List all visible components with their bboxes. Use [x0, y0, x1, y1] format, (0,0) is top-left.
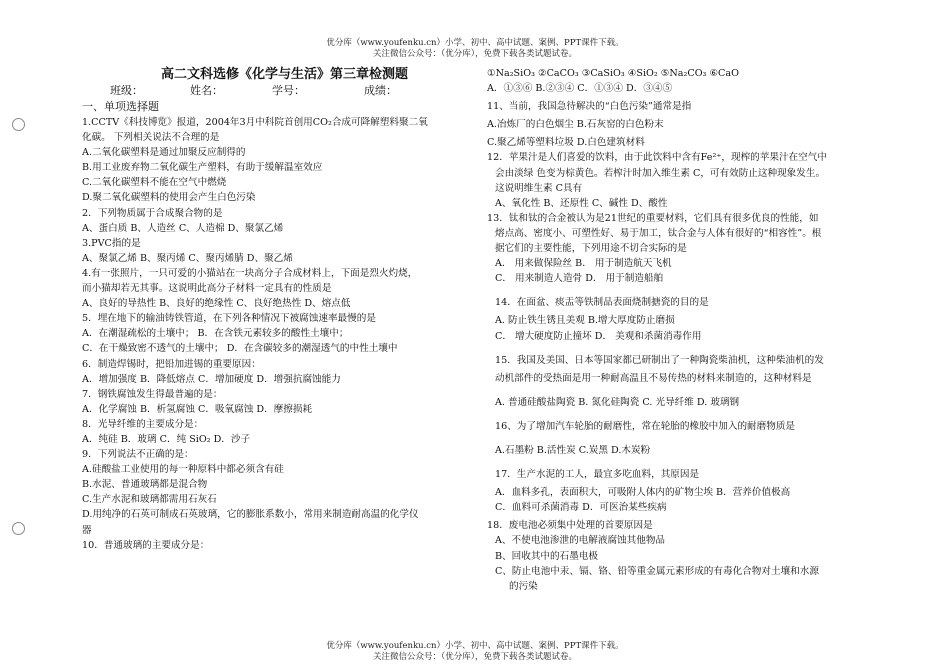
question-18-option-c: C、防止电池中汞、镉、铬、铅等重金属元素形成的有毒化合物对土壤和水源 — [495, 565, 819, 577]
question-3-stem: 3.PVC指的是 — [82, 237, 141, 249]
question-14-options-ab: A. 防止铁生锈且美观 B.增大厚度防止磨损 — [495, 315, 675, 327]
question-16-stem: 16、为了增加汽车轮胎的耐磨性，常在轮胎的橡胶中加入的耐磨物质是 — [495, 420, 796, 432]
question-8-stem: 8．光导纤维的主要成分是： — [82, 418, 204, 430]
question-12-options: A、氧化性 B、还原性 C、碱性 D、酸性 — [495, 197, 668, 209]
question-18-stem: 18．废电池必须集中处理的首要原因是 — [487, 520, 653, 532]
question-13-stem-cont-2: 据它们的主要性能，下列用途不切合实际的是 — [495, 243, 687, 255]
question-2-stem: 2．下列物质属于合成聚合物的是 — [82, 207, 223, 219]
question-11-options-cd: C.聚乙烯等塑料垃圾 D.白色建筑材料 — [487, 137, 645, 149]
question-18-option-a: A、不使电池渗泄的电解液腐蚀其他物品 — [495, 535, 666, 547]
question-15-stem: 15．我国及美国、日本等国家都已研制出了一种陶瓷柴油机，这种柴油机的发 — [495, 354, 824, 366]
question-6-options: A．增加强度 B．降低熔点 C．增加硬度 D．增强抗腐蚀能力 — [82, 373, 341, 385]
question-1-stem: 1.CCTV《科技博览》报道，2004年3月中科院首创用CO₂合成可降解塑料聚二氧 — [82, 117, 428, 128]
question-5-stem: 5．埋在地下的输油铸铁管道，在下列各种情况下被腐蚀速率最慢的是 — [82, 313, 376, 325]
question-12-stem-cont-2: 这说明维生素 C具有 — [495, 182, 583, 194]
page-header — [0, 38, 950, 60]
question-12-stem-cont: 会由淡绿 色变为棕黄色。若榨汁时加入维生素 C，可有效防止这种现象发生。 — [495, 167, 826, 179]
question-1-option-a: A.二氧化碳塑料是通过加聚反应制得的 — [82, 147, 246, 159]
question-10-items: ①Na₂SiO₃ ②CaCO₃ ③CaSiO₃ ④SiO₂ ⑤Na₂CO₃ ⑥CaO — [487, 68, 739, 79]
question-13-stem-cont: 熔点高、密度小、可塑性好、易于加工，钛合金与人体有很好的“相容性”。根 — [495, 227, 822, 239]
question-11-options-ab: A.冶炼厂的白色烟尘 B.石灰窑的白色粉末 — [487, 119, 664, 131]
page-title: 高二文科选修《化学与生活》第三章检测题 — [160, 67, 408, 82]
id-label: 学号： — [272, 84, 305, 97]
header-line-1: 优分库（www.youfenku.cn）小学、初中、高中试题、案例、PPT课件下载。 — [326, 38, 624, 48]
question-13-options-cd: C． 用来制造人造骨 D． 用于制造船舶 — [495, 273, 664, 285]
question-5-options-ab: A．在潮湿疏松的土壤中； B．在含铁元素较多的酸性土壤中； — [82, 328, 349, 340]
question-4-options: A、良好的导热性 B、良好的绝缘性 C、良好绝热性 D、熔点低 — [82, 298, 351, 310]
question-5-options-cd: C．在干燥致密不透气的土壤中； D．在含碳较多的潮湿透气的中性土壤中 — [82, 343, 398, 355]
question-1-option-b: B.用工业废弃物二氧化碳生产塑料，有助于缓解温室效应 — [82, 162, 323, 174]
page-footer — [0, 641, 950, 663]
question-13-stem: 13．钛和钛的合金被认为是21世纪的重要材料，它们具有很多优良的性能，如 — [487, 212, 819, 224]
question-8-options: A．纯硅 B．玻璃 C．纯 SiO₂ D．沙子 — [82, 433, 251, 445]
question-12-stem: 12．苹果汁是人们喜爱的饮料，由于此饮料中含有Fe²⁺，现榨的苹果汁在空气中 — [487, 152, 827, 164]
question-7-options: A．化学腐蚀 B．析氢腐蚀 C．吸氧腐蚀 D．摩擦损耗 — [82, 403, 313, 415]
question-10-options: A．①③⑥ B.②③④ C．①③④ D．③④⑤ — [487, 83, 673, 95]
footer-line-1: 优分库（www.youfenku.cn）小学、初中、高中试题、案例、PPT课件下载。 — [326, 641, 624, 651]
question-9-option-c: C.生产水泥和玻璃都需用石灰石 — [82, 494, 217, 506]
question-3-options: A、聚氯乙烯 B、聚丙烯 C、聚丙烯腈 D、聚乙烯 — [82, 252, 293, 264]
question-7-stem: 7．钢铁腐蚀发生得最普遍的是： — [82, 388, 223, 400]
question-17-options-cd: C．血料可杀菌消毒 D．可医治某些疾病 — [495, 502, 667, 514]
right-column — [487, 66, 882, 594]
question-17-stem: 17．生产水泥的工人，最宜多吃血料，其原因是 — [495, 469, 700, 481]
question-9-option-d: D.用纯净的石英可制成石英玻璃，它的膨胀系数小，常用来制造耐高温的化学仪 — [82, 509, 419, 521]
question-4-stem: 4.有一张照片，一只可爱的小猫站在一块高分子合成材料上，下面是烈火灼烧， — [82, 267, 418, 279]
question-15-stem-cont: 动机部件的受热面是用一种耐高温且不易传热的材料来制造的，这种材料是 — [495, 372, 812, 384]
question-9-option-b: B.水泥、普通玻璃都是混合物 — [82, 479, 208, 491]
question-16-options: A.石墨粉 B.活性炭 C.炭黑 D.木炭粉 — [495, 444, 651, 456]
question-4-stem-cont: 而小猫却若无其事。这说明此高分子材料一定具有的性质是 — [82, 283, 332, 295]
section-heading: 一、单项选择题 — [82, 100, 159, 113]
score-label: 成绩： — [364, 84, 397, 97]
question-15-options: A. 普通硅酸盐陶瓷 B. 氮化硅陶瓷 C. 光导纤维 D. 玻璃钢 — [495, 396, 740, 408]
question-6-stem: 6．制造焊锡时，把铅加进锡的重要原因： — [82, 358, 261, 370]
question-11-stem: 11、当前，我国急待解决的“白色污染”通常是指 — [487, 101, 692, 113]
class-label: 班级： — [110, 84, 143, 97]
question-1-option-c: C.二氧化碳塑料不能在空气中燃烧 — [82, 177, 227, 189]
left-column — [82, 66, 457, 553]
binding-hole-top — [12, 118, 25, 131]
question-9-stem: 9．下列说法不正确的是： — [82, 449, 194, 461]
question-18-option-c-cont: 的污染 — [509, 580, 538, 592]
header-line-2: 关注微信公众号：（优分库），免费下载各类试题试卷。 — [372, 49, 577, 59]
question-9-option-d-cont: 器 — [82, 524, 92, 536]
binding-hole-bottom — [12, 522, 25, 535]
name-label: 姓名： — [190, 84, 223, 97]
question-14-options-cd: C． 增大硬度防止撞坏 D． 美观和杀菌消毒作用 — [495, 330, 702, 342]
student-info — [82, 83, 457, 99]
question-9-option-a: A.硅酸盐工业使用的每一种原料中都必须含有硅 — [82, 464, 284, 476]
question-1-option-d: D.聚二氧化碳塑料的使用会产生白色污染 — [82, 192, 256, 204]
question-2-options: A、蛋白质 B、人造丝 C、人造棉 D、聚氯乙烯 — [82, 222, 284, 234]
question-14-stem: 14．在面盆、痰盂等铁制品表面烧制搪瓷的目的是 — [495, 297, 709, 309]
question-10-stem: 10．普通玻璃的主要成分是： — [82, 539, 210, 551]
footer-line-2: 关注微信公众号：（优分库），免费下载各类试题试卷。 — [372, 652, 577, 662]
question-13-options-ab: A． 用来做保险丝 B． 用于制造航天飞机 — [495, 258, 672, 270]
question-1-stem-cont: 化碳。 下列相关说法不合理的是 — [82, 132, 220, 144]
question-18-option-b: B、回收其中的石墨电极 — [495, 550, 598, 562]
question-17-options-ab: A．血料多孔，表面积大，可吸附人体内的矿物尘埃 B．营养价值极高 — [495, 487, 791, 499]
